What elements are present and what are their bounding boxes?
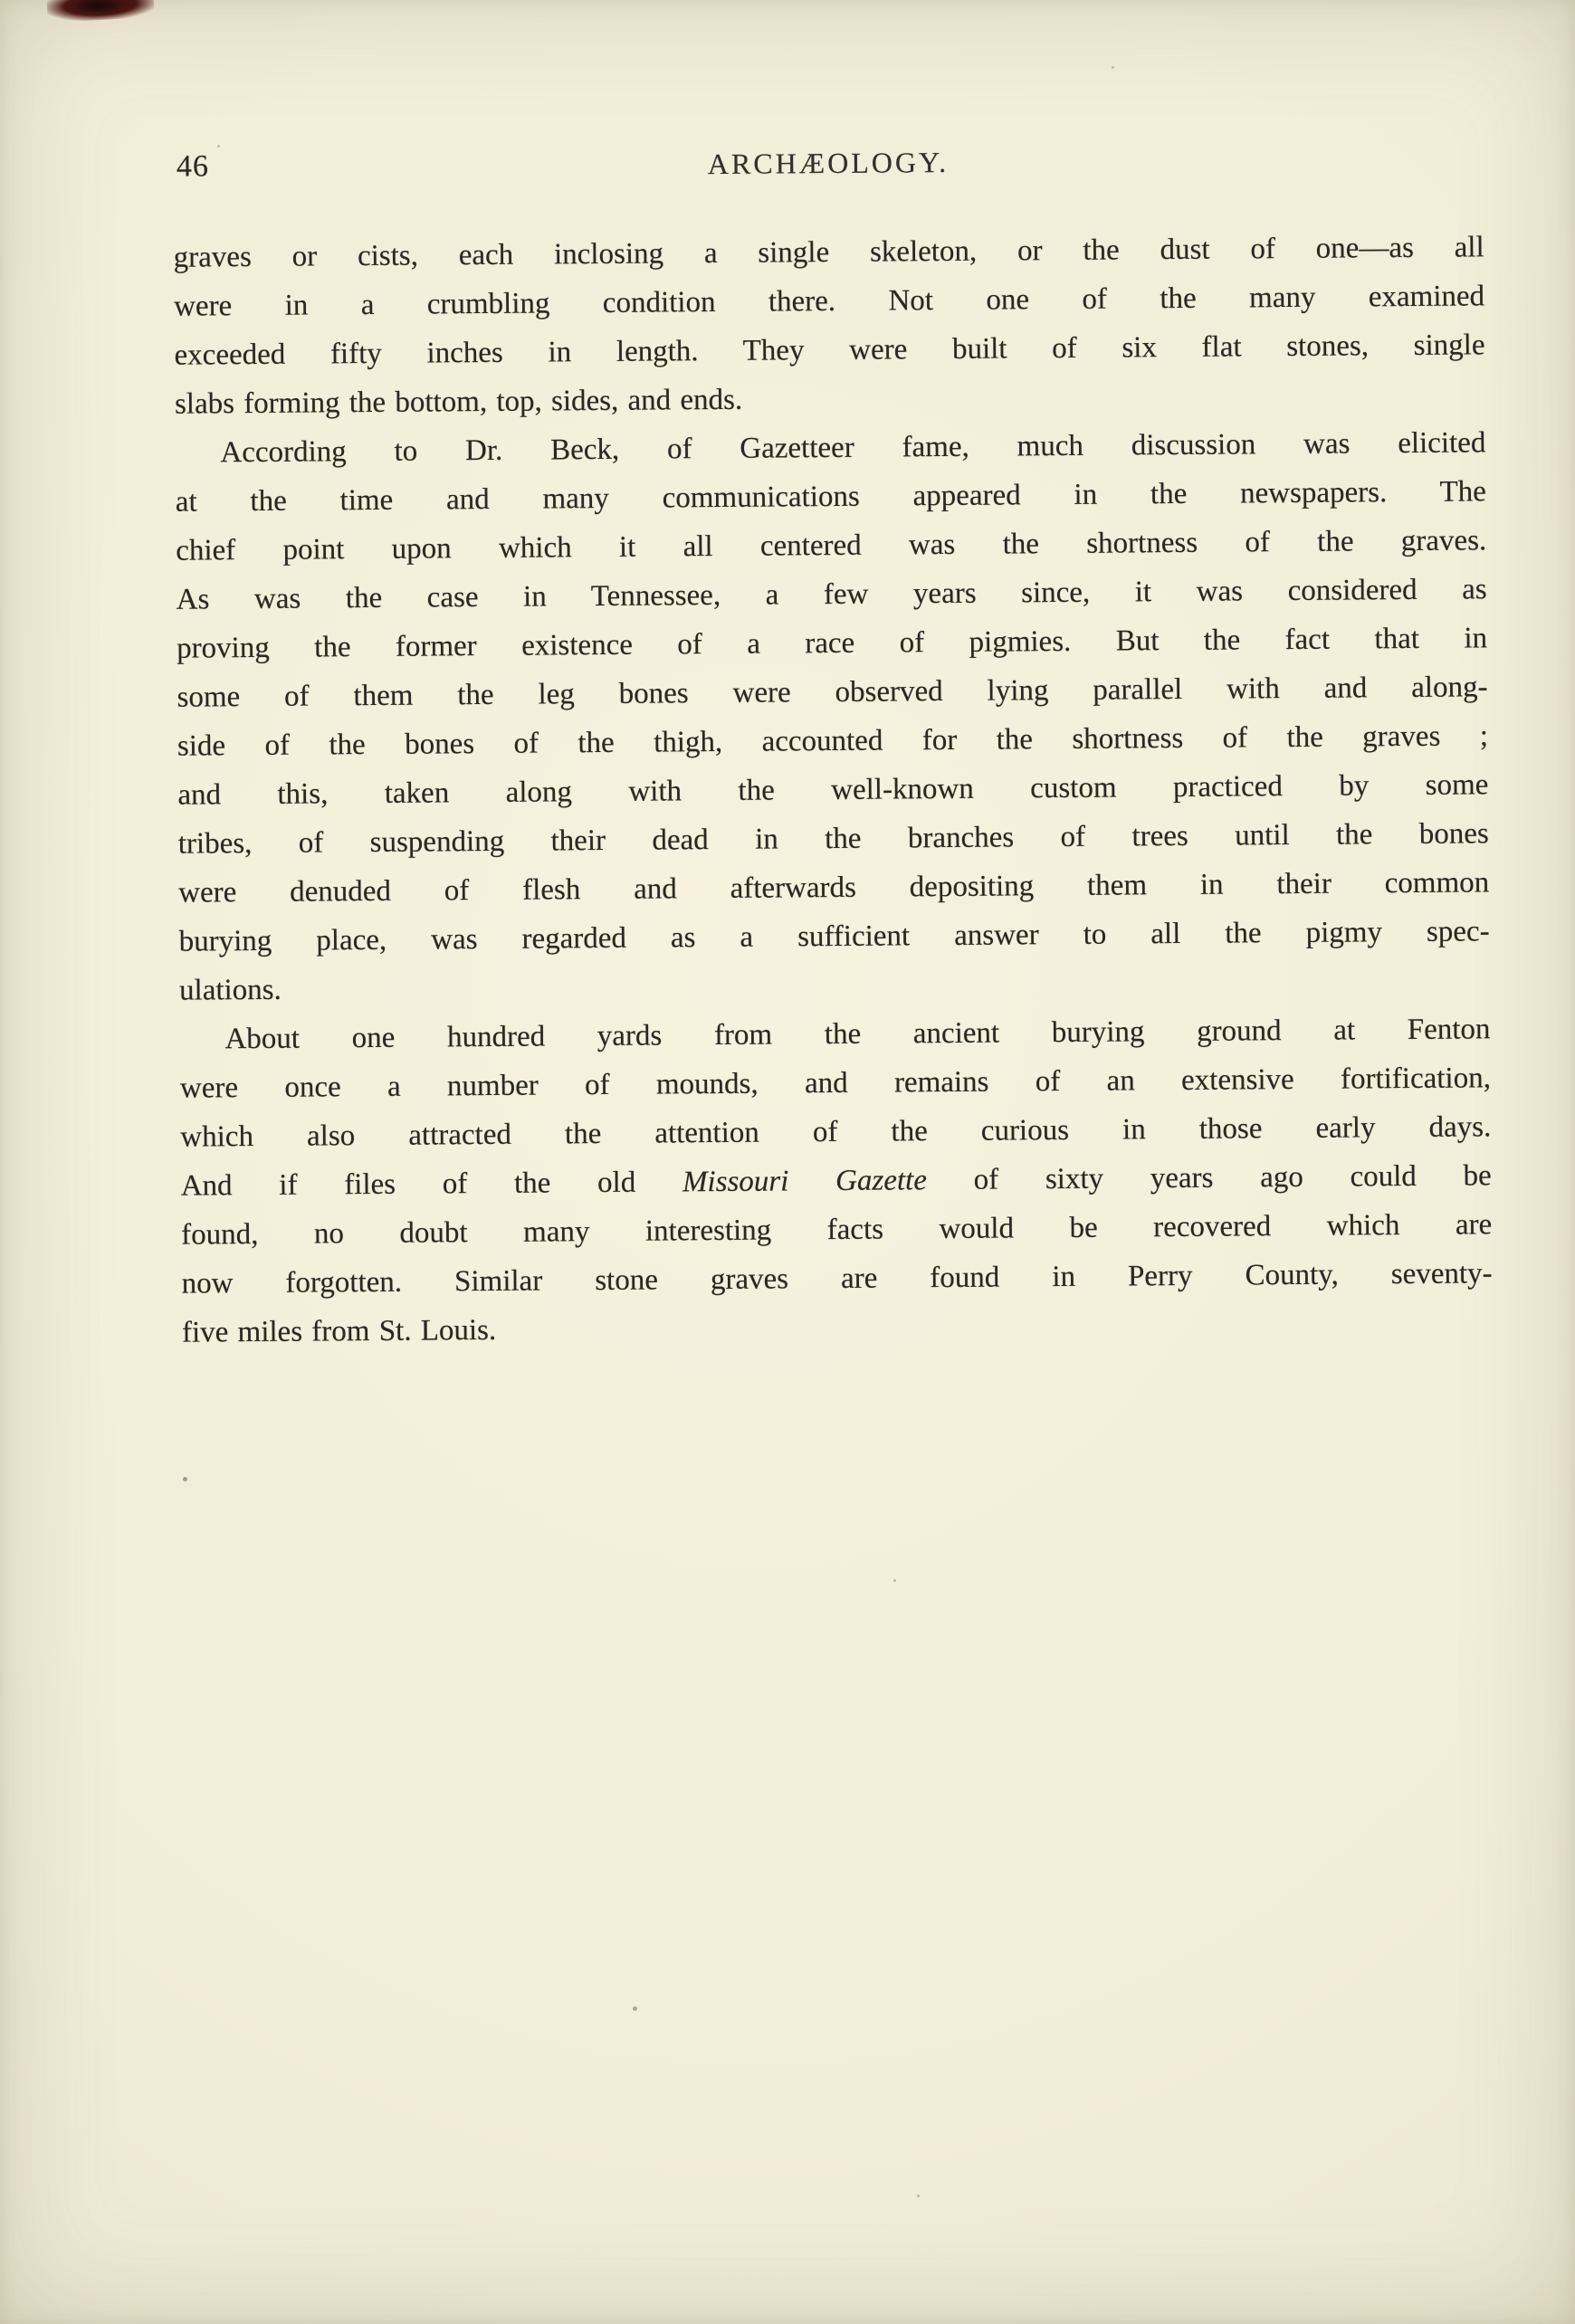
text-line: About one hundred yards from the ancient burying ground at Fenton [224,1013,1491,1056]
text-line: five miles from St. Louis. [181,1313,497,1349]
text-line: and this, taken along with the well-known custom practiced by some [177,768,1489,812]
text-line: slabs forming the bottom, top, sides, and ends. [174,383,743,421]
text-line: at the time and many communications appeared in the newspapers. The [175,475,1486,519]
page-number: 46 [176,149,210,184]
text-line: some of them the leg bones were observed lying parallel with and along- [177,671,1488,714]
paragraph [175,418,1490,1014]
text-line: chief point upon which it all centered was the shortness of the graves. [176,524,1487,567]
text-segment: And if files of the old [180,1166,683,1203]
text-line: As was the case in Tennessee, a few years since, it was considered as [176,573,1487,616]
scan-corner-artifact-core [76,0,118,13]
running-head-title: ARCHÆOLOGY. [707,145,950,181]
text-line: were once a number of mounds, and remains of an extensive fortification, [179,1062,1492,1105]
page-header-row [173,139,1484,202]
text-block [174,223,1494,1357]
text-line: now forgotten. Similar stone graves are found in Perry County, seventy- [181,1257,1493,1300]
text-line: tribes, of suspending their dead in the branches of trees until the bones [177,817,1489,861]
text-line: were denuded of flesh and afterwards depositing them in their common [178,866,1490,910]
text-line: were in a crumbling condition there. Not one of the many examined [174,280,1485,323]
text-line: ulations. [178,973,282,1007]
paragraph [174,223,1486,428]
text-line: According to Dr. Beck, of Gazetteer fame, much discussion was elicited [220,426,1486,470]
scan-artifacts [0,0,3,3]
text-line: proving the former existence of a race of pigmies. But the fact that in [176,622,1488,665]
text-line: which also attracted the attention of the curious in those early days. [180,1110,1492,1154]
text-line: exceeded fifty inches in length. They were built of six flat stones, single [174,329,1485,372]
paragraph [179,1005,1493,1357]
text-segment: of sixty years ago could be [926,1159,1492,1197]
italic-text: Missouri Gazette [682,1164,928,1199]
text-line: burying place, was regarded as a sufficient answer to all the pigmy spec- [178,915,1490,958]
text-line: graves or cists, each inclosing a single skeleton, or the dust of one—as all [173,231,1484,274]
text-line: found, no doubt many interesting facts would be recovered which are [181,1208,1493,1252]
text-line: side of the bones of the thigh, accounted for the shortness of the graves ; [177,719,1489,763]
page-content [173,139,1493,1357]
